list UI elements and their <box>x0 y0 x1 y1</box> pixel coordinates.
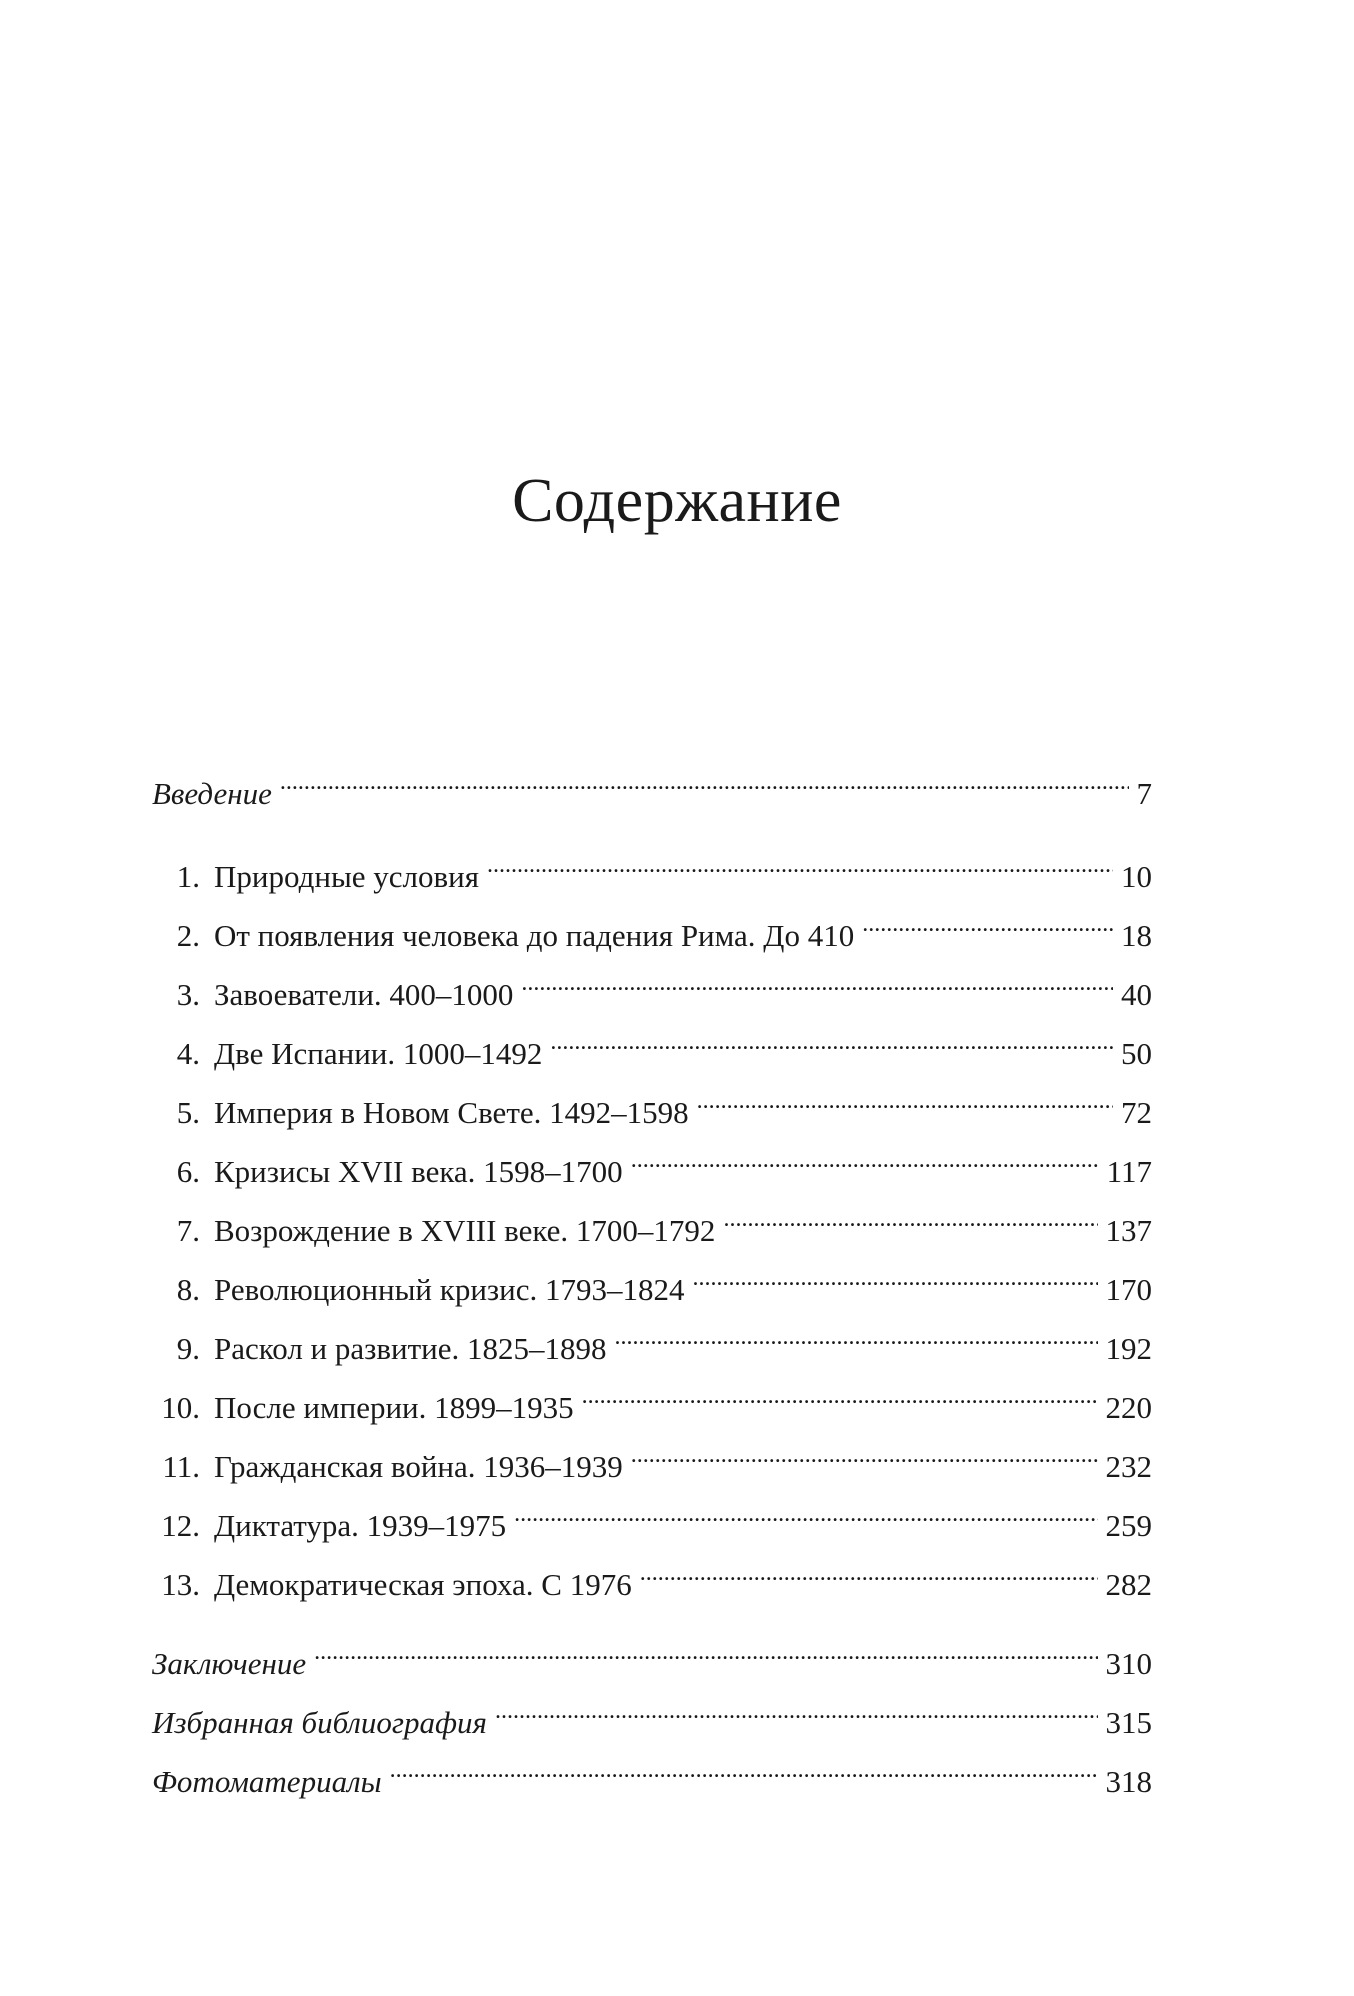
dot-leader <box>862 902 1113 946</box>
toc-entry-page: 7 <box>1136 776 1152 811</box>
chapter-number: 7. <box>176 1213 200 1248</box>
toc-entry-page: 137 <box>1105 1213 1152 1248</box>
chapter-number: 12. <box>161 1508 200 1543</box>
chapter-number: 1. <box>176 859 200 894</box>
toc-entry-page: 192 <box>1105 1331 1152 1366</box>
toc-entry-label: Природные условия <box>214 859 479 894</box>
chapter-number: 11. <box>162 1449 200 1484</box>
toc-entry-chapter-10 <box>152 1374 1152 1425</box>
dot-leader <box>487 843 1113 887</box>
toc-entry-label: Завоеватели. 400–1000 <box>214 977 514 1012</box>
toc-entry-label: После империи. 1899–1935 <box>214 1390 574 1425</box>
toc-entry-label: Демократическая эпоха. С 1976 <box>214 1567 632 1602</box>
toc-entry-chapter-9 <box>152 1315 1152 1366</box>
toc-entry-chapter-13 <box>152 1551 1152 1602</box>
dot-leader <box>280 760 1129 804</box>
toc-entry-label: От появления человека до падения Рима. До 410 <box>214 918 855 953</box>
toc-entry-label: Империя в Новом Свете. 1492–1598 <box>214 1095 689 1130</box>
chapter-number: 3. <box>176 977 200 1012</box>
dot-leader <box>631 1433 1098 1477</box>
toc-entry-page: 72 <box>1121 1095 1152 1130</box>
toc-entry-bibliography <box>152 1689 1152 1740</box>
toc-entry-label: Избранная библиография <box>152 1705 487 1740</box>
dot-leader <box>693 1256 1098 1300</box>
dot-leader <box>723 1197 1097 1241</box>
toc-entry-page: 315 <box>1105 1705 1152 1740</box>
dot-leader <box>640 1551 1098 1595</box>
toc-entry-label: Революционный кризис. 1793–1824 <box>214 1272 685 1307</box>
dot-leader <box>550 1020 1113 1064</box>
toc-entry-page: 10 <box>1121 859 1152 894</box>
dot-leader <box>514 1492 1097 1536</box>
toc-entry-page: 259 <box>1105 1508 1152 1543</box>
dot-leader <box>697 1079 1113 1123</box>
toc-entry-chapter-12 <box>152 1492 1152 1543</box>
chapter-number: 4. <box>176 1036 200 1071</box>
toc-entry-chapter-3 <box>152 961 1152 1012</box>
toc-entry-label: Гражданская война. 1936–1939 <box>214 1449 623 1484</box>
toc-entry-chapter-8 <box>152 1256 1152 1307</box>
toc-entry-photos <box>152 1748 1152 1799</box>
dot-leader <box>631 1138 1099 1182</box>
toc-entry-label: Диктатура. 1939–1975 <box>214 1508 507 1543</box>
dot-leader <box>314 1630 1097 1674</box>
dot-leader <box>390 1748 1098 1792</box>
toc-entry-page: 232 <box>1105 1449 1152 1484</box>
toc-entry-chapter-1 <box>152 843 1152 894</box>
toc-entry-page: 40 <box>1121 977 1152 1012</box>
page-title: Содержание <box>512 467 842 535</box>
toc-entry-conclusion <box>152 1630 1152 1681</box>
dot-leader <box>615 1315 1098 1359</box>
toc-entry-chapter-2 <box>152 902 1152 953</box>
toc-entry-chapter-11 <box>152 1433 1152 1484</box>
chapter-number: 8. <box>176 1272 200 1307</box>
toc-entry-page: 18 <box>1121 918 1152 953</box>
dot-leader <box>582 1374 1098 1418</box>
toc-entry-label: Раскол и развитие. 1825–1898 <box>214 1331 607 1366</box>
toc-entry-page: 318 <box>1105 1764 1152 1799</box>
toc-entry-label: Введение <box>152 776 272 811</box>
toc-entry-page: 50 <box>1121 1036 1152 1071</box>
toc-entry-chapter-7 <box>152 1197 1152 1248</box>
dot-leader <box>495 1689 1098 1733</box>
toc-entry-chapter-6 <box>152 1138 1152 1189</box>
toc-entry-chapter-5 <box>152 1079 1152 1130</box>
toc-entry-label: Две Испании. 1000–1492 <box>214 1036 543 1071</box>
toc-entry-page: 282 <box>1105 1567 1152 1602</box>
toc-entry-page: 117 <box>1106 1154 1152 1189</box>
toc-entry-page: 170 <box>1105 1272 1152 1307</box>
chapter-number: 9. <box>176 1331 200 1366</box>
chapter-number: 10. <box>161 1390 200 1425</box>
toc-entry-label: Заключение <box>152 1646 307 1681</box>
toc-entry-intro <box>152 760 1152 811</box>
dot-leader <box>521 961 1113 1005</box>
toc-entry-label: Фотоматериалы <box>152 1764 382 1799</box>
toc-entry-chapter-4 <box>152 1020 1152 1071</box>
chapter-number: 2. <box>176 918 200 953</box>
chapter-number: 13. <box>161 1567 200 1602</box>
chapter-number: 6. <box>176 1154 200 1189</box>
chapter-number: 5. <box>176 1095 200 1130</box>
toc-entry-label: Кризисы XVII века. 1598–1700 <box>214 1154 623 1189</box>
toc-entry-page: 310 <box>1105 1646 1152 1681</box>
toc-entry-label: Возрождение в XVIII веке. 1700–1792 <box>214 1213 716 1248</box>
toc-entry-page: 220 <box>1105 1390 1152 1425</box>
